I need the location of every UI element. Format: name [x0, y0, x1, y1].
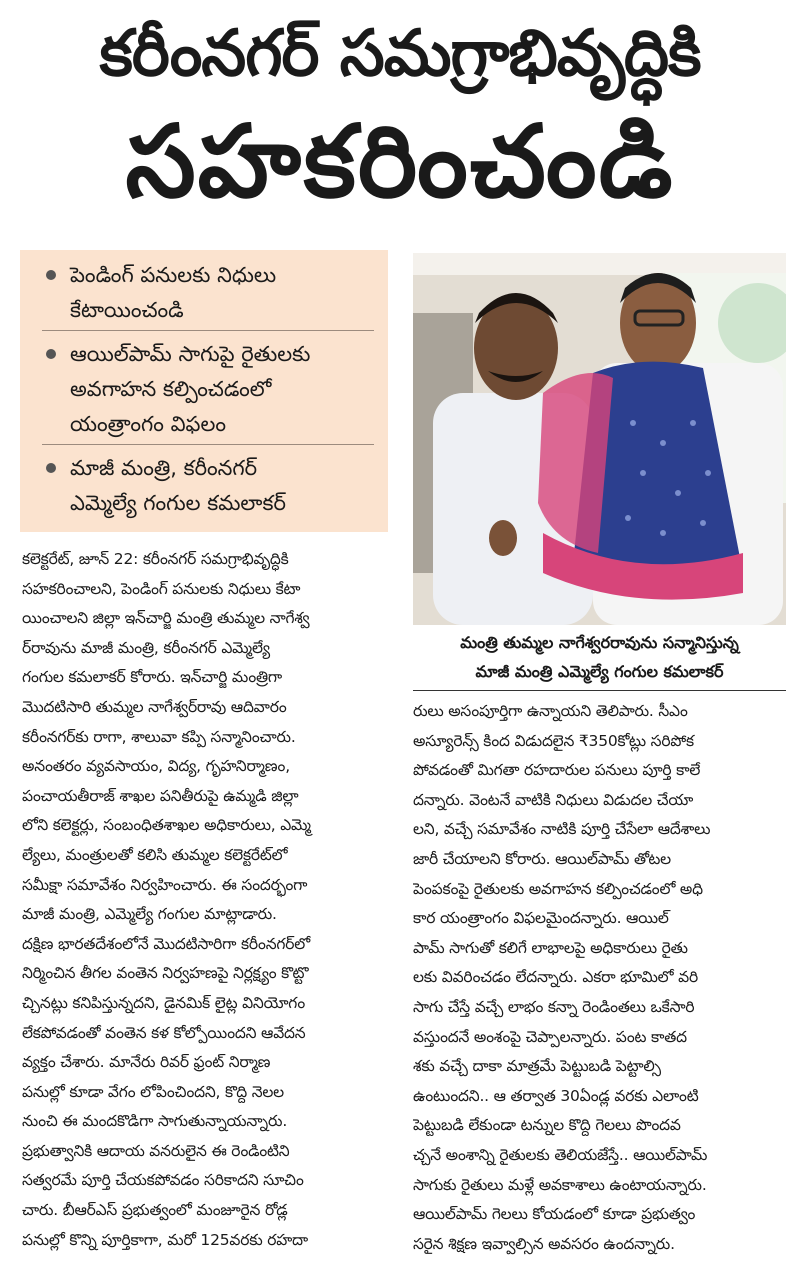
bullet-icon [46, 270, 56, 280]
highlight-item [42, 337, 374, 445]
article-line: నిర్మించిన తీగల వంతెన నిర్వహణపై నిర్లక్ష్యం కొట్టొ [22, 964, 309, 983]
article-line: సాగు చేస్తే వచ్చే లాభం కన్నా రెండింతలు ఒకేసారి [413, 997, 695, 1016]
article-line: ఆయిల్‌పామ్ గెలలు కోయడంలో కూడా ప్రభుత్వం [413, 1205, 696, 1224]
caption-line-2: మాజీ మంత్రి ఎమ్మెల్యే గంగుల కమలాకర్ [475, 662, 724, 681]
photo-illustration [413, 253, 786, 625]
news-photo [413, 253, 786, 625]
article-line: చారు. బీఆర్‌ఎస్ ప్రభుత్వంలో మంజూరైన రోడ్ల [22, 1201, 288, 1220]
article-line: సహకరించాలని, పెండింగ్ పనులకు నిధులు కేటా [22, 579, 301, 598]
highlight-line: యంత్రాంగం విఫలం [70, 412, 226, 436]
article-line: పోవడంతో మిగతా రహదారుల పనులు పూర్తి కాలే [413, 761, 701, 780]
article-line: చ్చనే అంశాన్ని రైతులకు తెలియజేస్తే.. ఆయిల్‌పామ్ [413, 1145, 708, 1164]
article-line: మాజీ మంత్రి, ఎమ్మెల్యే గంగుల మాట్లాడారు. [22, 905, 277, 924]
article-line: పామ్ సాగుతో కలిగే లాభాలపై అధికారులు రైతు [413, 938, 688, 957]
article-line: లని, వచ్చే సమావేశం నాటికి పూర్తి చేసేలా ఆదేశాలు [413, 820, 711, 839]
article-line: సత్వరమే పూర్తి చేయకపోవడం సరికాదని సూచిం [22, 1171, 304, 1190]
article-line: ప్రభుత్వానికి ఆదాయ వనరులైన ఈ రెండింటిని [22, 1141, 290, 1160]
article-line: మొదటిసారి తుమ్మల నాగేశ్వర్‌రావు ఆదివారం [22, 697, 287, 716]
article-line: ల్యేలు, మంత్రులతో కలిసి తుమ్మల కలెక్టరేట్‌లో [22, 845, 288, 864]
article-line: పనుల్లో కూడా వేగం లోపించిందని, కొద్ది నెలల [22, 1082, 284, 1101]
highlight-line: ఆయిల్‌పామ్ సాగుపై రైతులకు [70, 342, 311, 366]
bullet-icon [46, 349, 56, 359]
article-line: చ్చినట్లు కనిపిస్తున్నదని, డైనమిక్ లైట్ల వినియోగం [22, 993, 305, 1012]
article-line: లేకపోవడంతో వంతెన కళ కోల్పోయిందని ఆవేదన [22, 1023, 306, 1042]
article-line: రులు అసంపూర్తిగా ఉన్నాయని తెలిపారు. సీఎం [413, 702, 688, 720]
highlights-box [20, 250, 388, 532]
article-line: పెంపకంపై రైతులకు అవగాహన కల్పించడంలో అధి [413, 879, 703, 898]
article-line: వ్యక్తం చేశారు. మానేరు రివర్ ఫ్రంట్ నిర్మాణ [22, 1053, 271, 1072]
article-line: దక్షిణ భారతదేశంలోనే మొదటిసారిగా కరీంనగర్‌లో [22, 934, 310, 953]
highlight-line: ఎమ్మెల్యే గంగుల కమలాకర్ [70, 491, 286, 515]
photo-caption [413, 628, 786, 691]
headline-line-1: కరీంనగర్ సమగ్రాభివృద్ధికి [99, 17, 701, 91]
article-line: జారీ చేయాలని కోరారు. ఆయిల్‌పామ్ తోటల [413, 849, 671, 868]
article-line: శకు వచ్చే దాకా మాత్రమే పెట్టుబడి పెట్టాల్సి [413, 1057, 661, 1076]
article-line: కలెక్టరేట్, జూన్ 22: కరీంనగర్ సమగ్రాభివృద్ధికి [22, 550, 289, 568]
article-line: పెట్టుబడి లేకుండా టన్నుల కొద్ది గెలలు పొందవ [413, 1116, 681, 1135]
article-line: సమీక్షా సమావేశం నిర్వహించారు. ఈ సందర్భంగా [22, 875, 308, 894]
caption-line-1: మంత్రి తుమ్మల నాగేశ్వరరావును సన్మానిస్తున్న [460, 633, 739, 652]
bullet-icon [46, 463, 56, 473]
article-line: సరైన శిక్షణ ఇవ్వాల్సిన అవసరం ఉందన్నారు. [413, 1234, 675, 1253]
article-line: గంగుల కమలాకర్ కోరారు. ఇన్‌చార్జి మంత్రిగా [22, 668, 282, 687]
article-line: కార యంత్రాంగం విఫలమైందన్నారు. ఆయిల్ [413, 909, 669, 928]
highlight-line: కేటాయించండి [70, 298, 184, 322]
headline-line-2: సహకరించండి [125, 103, 675, 220]
highlight-item [42, 258, 374, 331]
article-line: పంచాయతీరాజ్ శాఖల పనితీరుపై ఉమ్మడి జిల్లా [22, 786, 299, 805]
highlight-line: మాజీ మంత్రి, కరీంనగర్ [70, 456, 258, 480]
article-line: సాగుకు రైతులు మళ్లే అవకాశాలు ఉంటాయన్నారు. [413, 1175, 707, 1194]
article-line: దన్నారు. వెంటనే వాటికి నిధులు విడుదల చేయా [413, 790, 694, 809]
article-line: కరీంనగర్‌కు రాగా, శాలువా కప్పి సన్మానించారు. [22, 727, 296, 746]
article-column-left [22, 545, 392, 1255]
article-line: వస్తుందనే అంశంపై చెప్పాలన్నారు. పంట కాతద [413, 1027, 687, 1046]
highlight-line: పెండింగ్ పనులకు నిధులు [70, 263, 277, 287]
highlight-item [42, 451, 374, 523]
article-line: ఉంటుందని.. ఆ తర్వాత 30ఏండ్ల వరకు ఎలాంటి [413, 1086, 699, 1105]
article-line: లకు వివరించడం లేదన్నారు. ఎకరా భూమిలో వరి [413, 968, 698, 987]
article-line: పనుల్లో కొన్ని పూర్తికాగా, మరో 125వరకు రహదా [22, 1230, 308, 1249]
article-column-right [413, 697, 786, 1259]
article-line: ర్‌రావును మాజీ మంత్రి, కరీంనగర్ ఎమ్మెల్యే [22, 638, 270, 657]
article-line: యించాలని జిల్లా ఇన్‌చార్జి మంత్రి తుమ్మల నాగేశ్వ [22, 609, 310, 628]
article-line: అస్యూరెన్స్ కింద విడుదలైన ₹350కోట్లు సరిపోక [413, 731, 694, 750]
headline [0, 0, 800, 232]
article-line: నుంచి ఈ మందకొడిగా సాగుతున్నాయన్నారు. [22, 1112, 288, 1131]
article-line: లోని కలెక్టర్లు, సంబంధితశాఖల అధికారులు, ఎమ్మె [22, 816, 311, 835]
article-line: అనంతరం వ్యవసాయం, విద్య, గృహనిర్మాణం, [22, 757, 290, 776]
highlight-line: అవగాహన కల్పించడంలో [70, 377, 272, 401]
